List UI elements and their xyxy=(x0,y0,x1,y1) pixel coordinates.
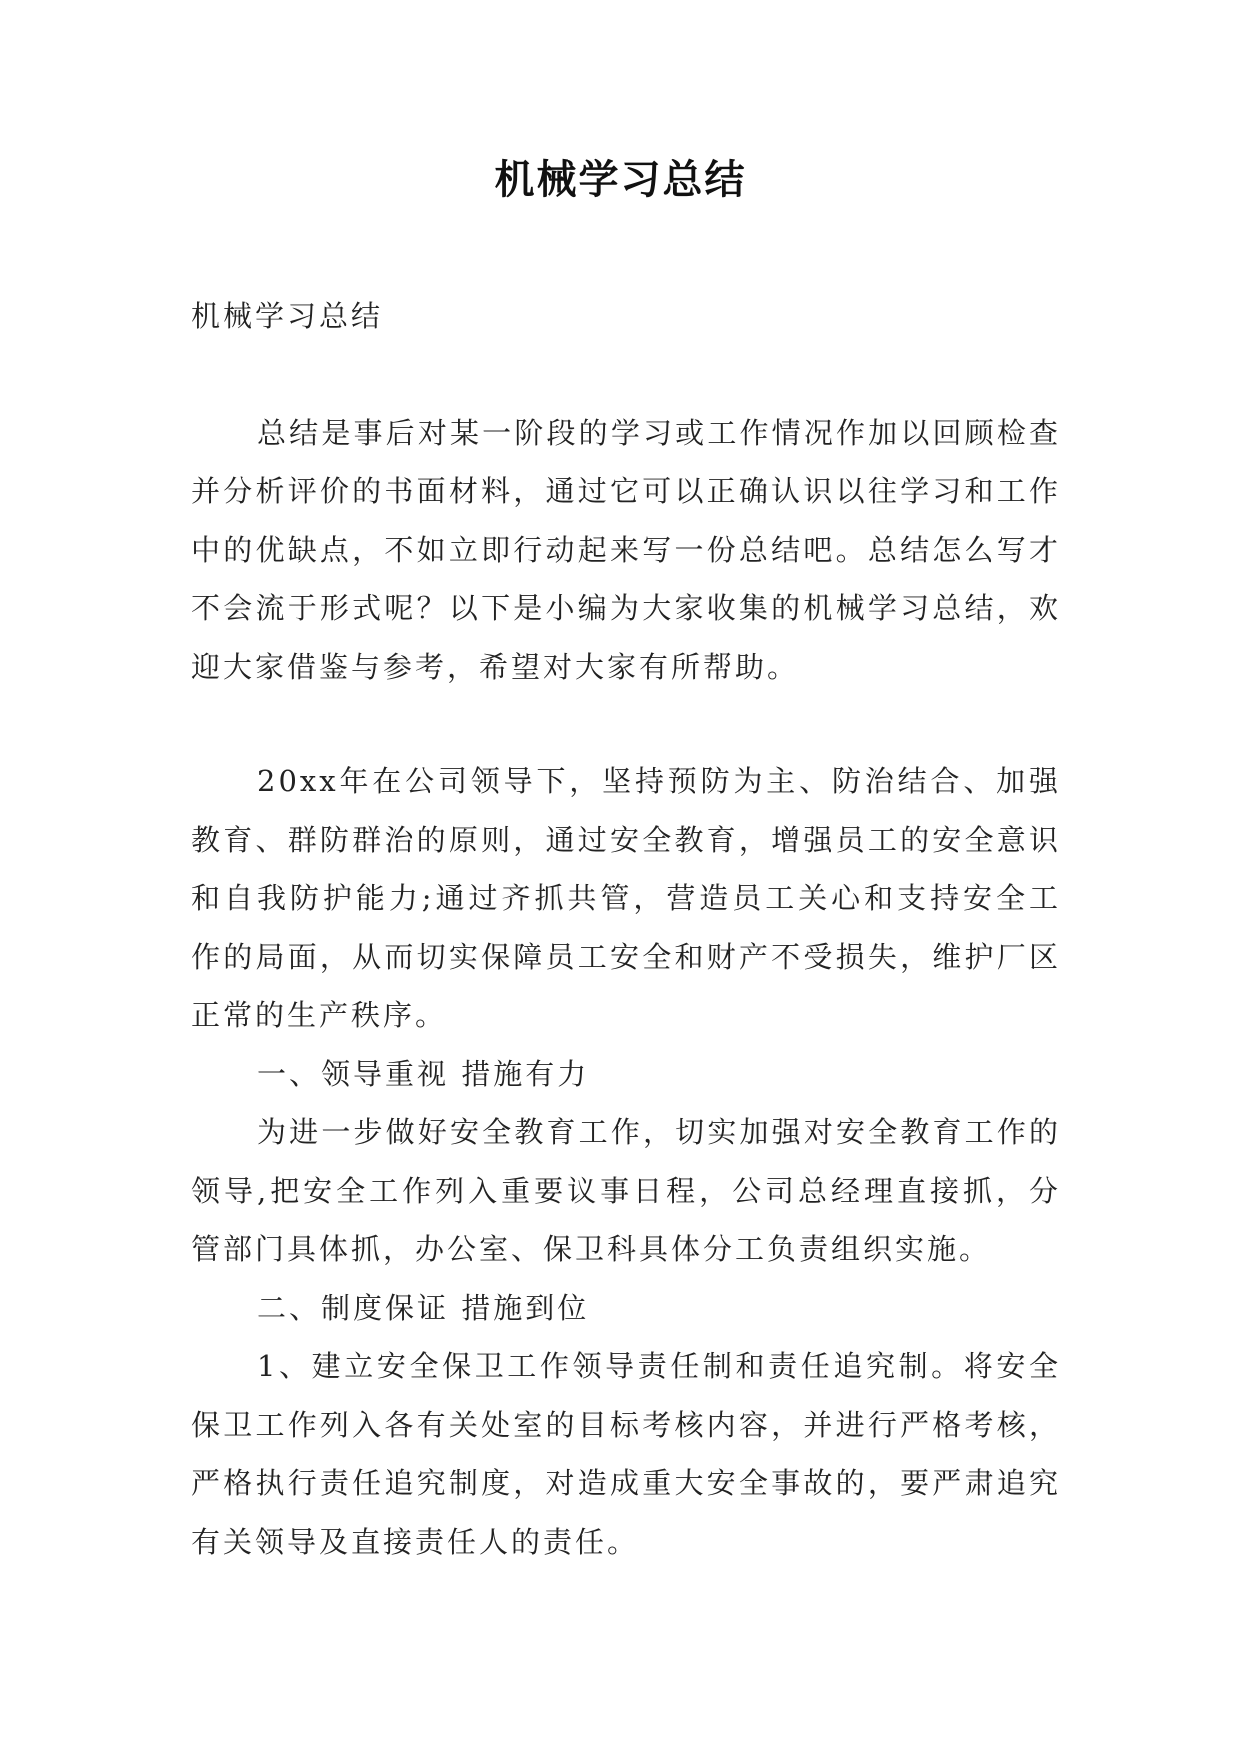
body-paragraph-leadership: 为进一步做好安全教育工作，切实加强对安全教育工作的领导,把安全工作列入重要议事日程，公司总经理直接抓，分管部门具体抓，办公室、保卫科具体分工负责组织实施。 xyxy=(191,1115,1061,1266)
document-subtitle: 机械学习总结 xyxy=(191,299,384,333)
body-paragraph-overview: 20xx年在公司领导下，坚持预防为主、防治结合、加强教育、群防群治的原则，通过安全教育，增强员工的安全意识和自我防护能力;通过齐抓共管，营造员工关心和支持安全工作的局面，从而切实保障员工安全和财产不受损失，维护厂区正常的生产秩序。 xyxy=(191,764,1061,1032)
document-body xyxy=(191,287,1061,1571)
section-heading-system: 二、制度保证 措施到位 xyxy=(257,1290,590,1325)
body-paragraph-responsibility: 1、建立安全保卫工作领导责任制和责任追究制。将安全保卫工作列入各有关处室的目标考核内容，并进行严格考核，严格执行责任追究制度，对造成重大安全事故的，要严肃追究有关领导及直接责任人的责任。 xyxy=(191,1349,1061,1559)
section-heading-leadership: 一、领导重视 措施有力 xyxy=(257,1056,590,1091)
intro-paragraph: 总结是事后对某一阶段的学习或工作情况作加以回顾检查并分析评价的书面材料，通过它可以正确认识以往学习和工作中的优缺点，不如立即行动起来写一份总结吧。总结怎么写才不会流于形式呢？以下是小编为大家收集的机械学习总结，欢迎大家借鉴与参考，希望对大家有所帮助。 xyxy=(191,415,1061,684)
document-title: 机械学习总结 xyxy=(494,157,747,203)
